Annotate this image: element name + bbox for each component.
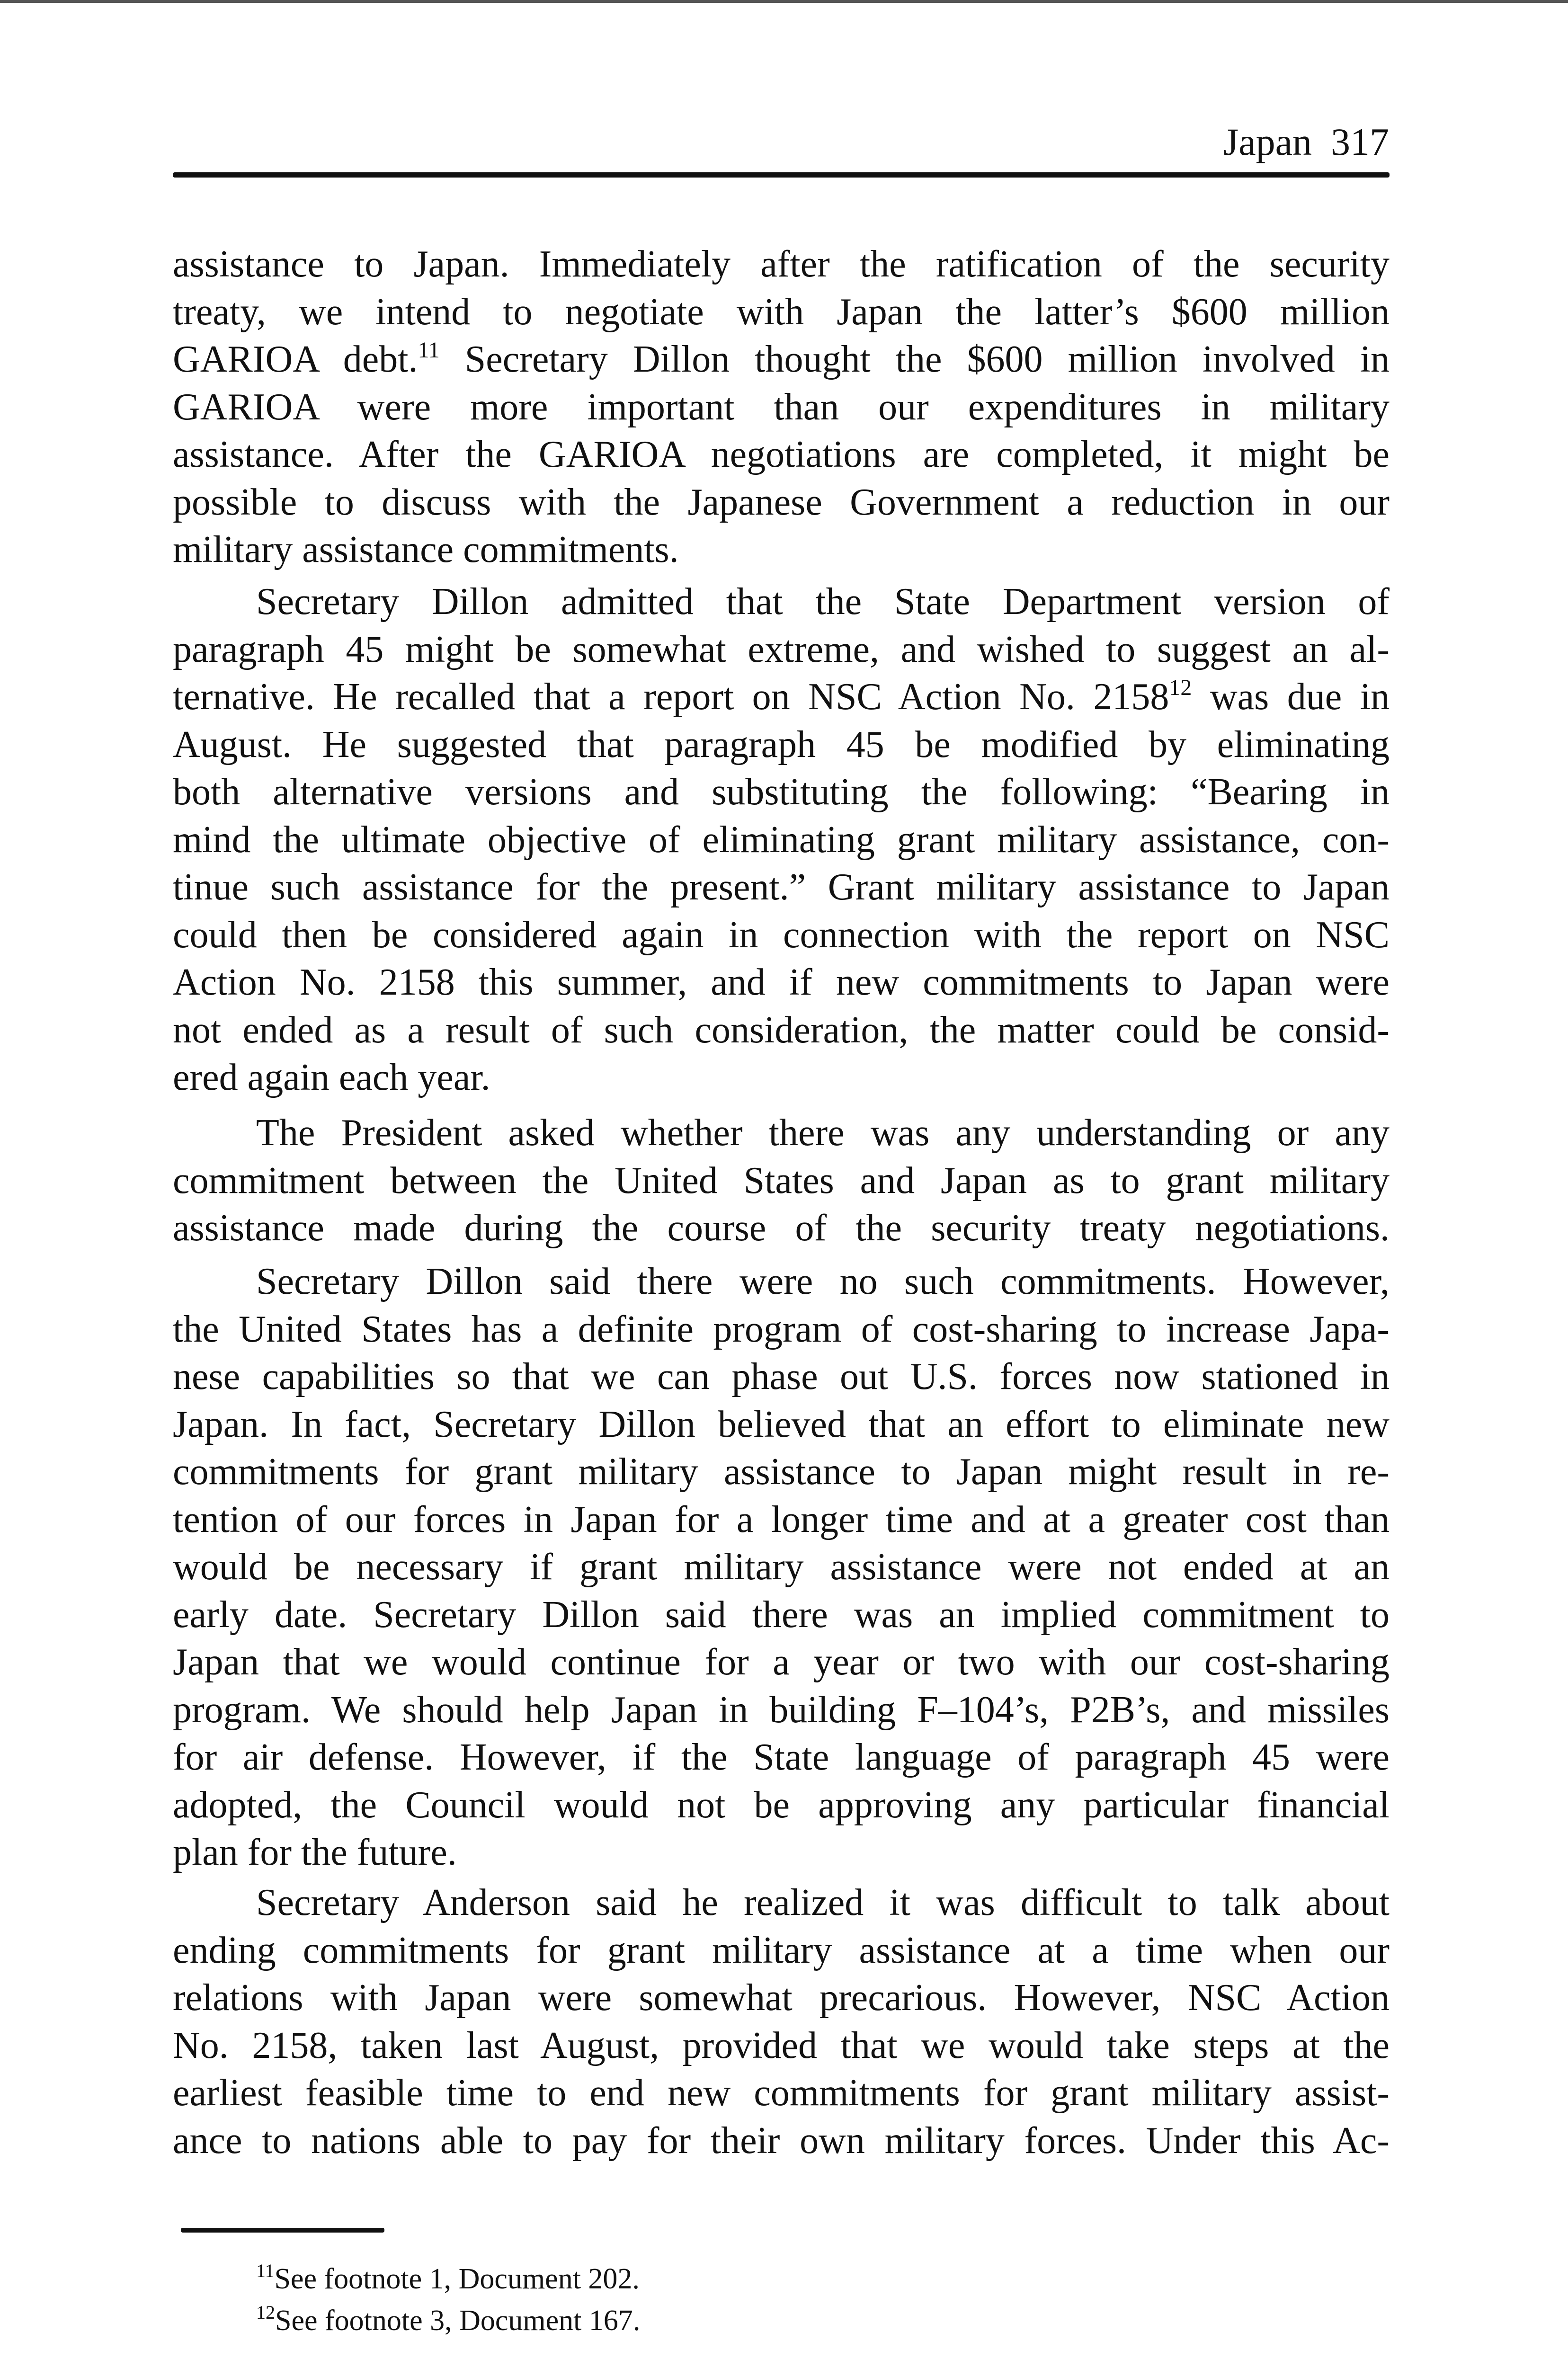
text-line: assistance to Japan. Immediately after the ratification of the security: [173, 243, 1390, 285]
text-line: Action No. 2158 this summer, and if new commitments to Japan were: [173, 961, 1390, 1003]
text-line: commitment between the United States and Japan as to grant military: [173, 1159, 1390, 1201]
footnote-text: See footnote 3, Document 167.: [275, 2305, 641, 2337]
text-line: earliest feasible time to end new commitments for grant military assist-: [173, 2072, 1390, 2114]
text-line: tention of our forces in Japan for a longer time and at a greater cost than: [173, 1498, 1390, 1540]
paragraph: [173, 1879, 1390, 2164]
text-line: assistance made during the course of the security treaty negotiations.: [173, 1207, 1390, 1249]
footnote-12: [256, 2300, 640, 2341]
text-line: Secretary Anderson said he realized it was difficult to talk about: [256, 1882, 1390, 1923]
text-line: would be necessary if grant military assistance were not ended at an: [173, 1546, 1390, 1588]
text-line: assistance. After the GARIOA negotiations are completed, it might be: [173, 434, 1390, 475]
text-line: commitments for grant military assistance to Japan might result in re-: [173, 1451, 1390, 1493]
text-line: GARIOA were more important than our expenditures in military: [173, 386, 1390, 428]
text-line: ance to nations able to pay for their own military forces. Under this Ac-: [173, 2119, 1390, 2162]
section-title: Japan: [1223, 120, 1312, 163]
text-line: Secretary Dillon admitted that the State Department version of: [256, 581, 1390, 623]
text-line: [173, 336, 1390, 383]
footnote-rule: [181, 2228, 384, 2233]
line-text: ternative. He recalled that a report on NSC Action No. 2158: [173, 676, 1169, 718]
paragraph: [173, 240, 1390, 574]
text-line: relations with Japan were somewhat precarious. However, NSC Action: [173, 1977, 1390, 2019]
header-rule: [173, 172, 1390, 178]
text-line: ered again each year.: [173, 1057, 490, 1098]
text-line: [173, 673, 1390, 721]
text-line: treaty, we intend to negotiate with Japan the latter’s $600 million: [173, 291, 1390, 333]
footnote-text: See footnote 1, Document 202.: [274, 2263, 640, 2295]
running-header: [1223, 118, 1389, 166]
footnote-marker: 12: [256, 2302, 275, 2323]
footnotes: [256, 2258, 640, 2341]
line-text: was due in: [1192, 676, 1390, 718]
scan-top-edge: [0, 0, 1568, 3]
text-line: possible to discuss with the Japanese Government a reduction in our: [173, 481, 1390, 523]
line-text: Secretary Dillon thought the $600 million involved in: [439, 338, 1390, 380]
footnote-marker: 11: [256, 2260, 275, 2281]
footnote-11: [256, 2258, 640, 2300]
footnote-reference: 12: [1169, 675, 1192, 700]
text-line: mind the ultimate objective of eliminating grant military assistance, con-: [173, 819, 1390, 861]
paragraph: [173, 578, 1390, 1102]
text-line: military assistance commitments.: [173, 529, 679, 570]
text-line: could then be considered again in connection with the report on NSC: [173, 914, 1390, 956]
text-line: The President asked whether there was any understanding or any: [256, 1112, 1390, 1154]
page-number: 317: [1331, 120, 1389, 163]
text-line: the United States has a definite program of cost-sharing to increase Japa-: [173, 1308, 1390, 1350]
text-line: adopted, the Council would not be approving any particular financial: [173, 1784, 1390, 1826]
text-line: tinue such assistance for the present.” Grant military assistance to Japan: [173, 866, 1390, 908]
paragraph: [173, 1109, 1390, 1252]
paragraph: [173, 1258, 1390, 1877]
text-line: for air defense. However, if the State language of paragraph 45 were: [173, 1736, 1390, 1778]
text-line: No. 2158, taken last August, provided that we would take steps at the: [173, 2024, 1390, 2066]
text-line: both alternative versions and substituting the following: “Bearing in: [173, 771, 1390, 813]
line-text: GARIOA debt.: [173, 338, 418, 380]
footnote-reference: 11: [418, 338, 440, 363]
text-line: August. He suggested that paragraph 45 be modified by eliminating: [173, 723, 1390, 765]
text-line: nese capabilities so that we can phase out U.S. forces now stationed in: [173, 1356, 1390, 1397]
text-line: Japan. In fact, Secretary Dillon believed that an effort to eliminate new: [173, 1403, 1390, 1445]
text-line: plan for the future.: [173, 1832, 457, 1873]
text-line: Secretary Dillon said there were no such commitments. However,: [256, 1261, 1390, 1302]
text-line: paragraph 45 might be somewhat extreme, and wished to suggest an al-: [173, 628, 1390, 670]
text-line: ending commitments for grant military assistance at a time when our: [173, 1929, 1390, 1971]
text-line: program. We should help Japan in building F–104’s, P2B’s, and missiles: [173, 1689, 1390, 1731]
text-line: Japan that we would continue for a year or two with our cost-sharing: [173, 1641, 1390, 1683]
text-line: not ended as a result of such consideration, the matter could be consid-: [173, 1009, 1390, 1051]
text-line: early date. Secretary Dillon said there was an implied commitment to: [173, 1593, 1390, 1636]
